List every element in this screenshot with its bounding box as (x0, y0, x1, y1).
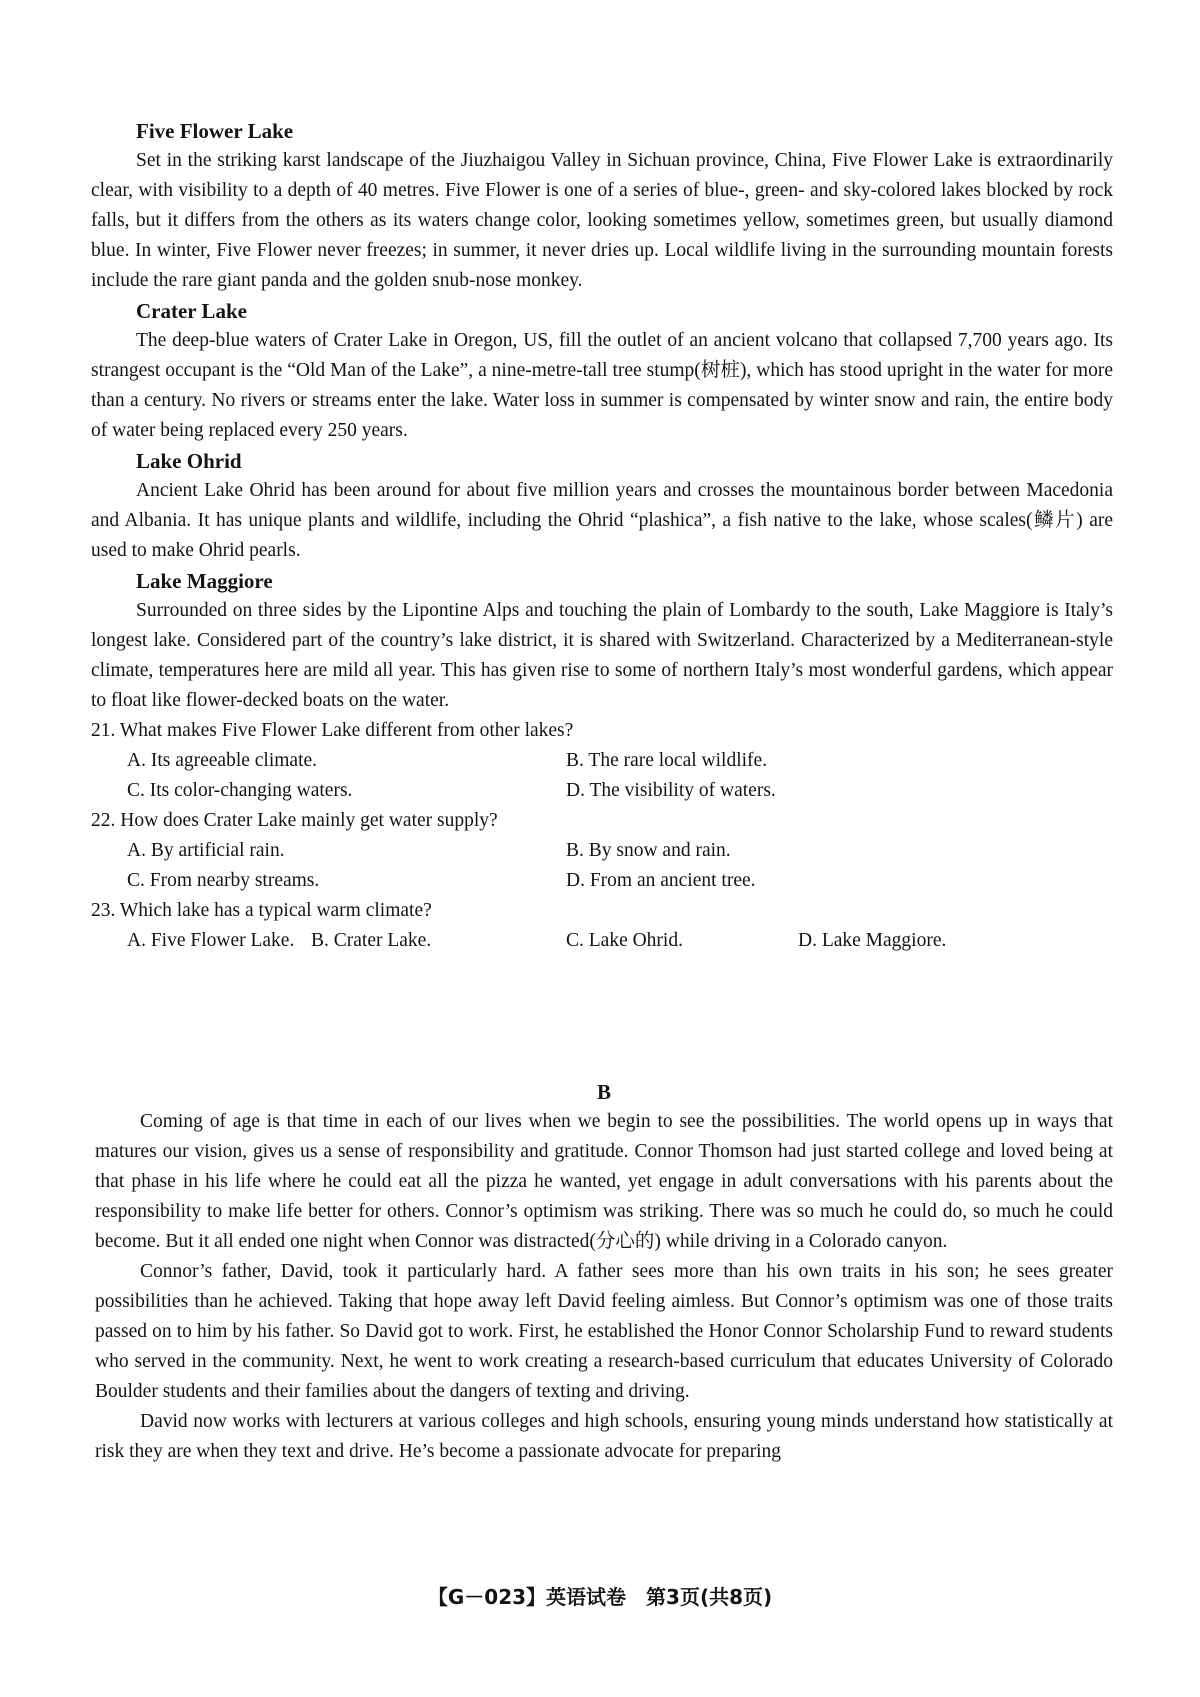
option-a: A. By artificial rain. (127, 840, 285, 861)
section-title: B (596, 1080, 611, 1104)
option-a: A. Its agreeable climate. (127, 750, 318, 771)
option-b: B. The rare local wildlife. (566, 750, 768, 771)
question-21 (91, 716, 1113, 806)
option-row (91, 746, 1113, 776)
question-stem: 23. Which lake has a typical warm climate? (91, 900, 432, 921)
question-23 (91, 896, 1113, 956)
option-row (91, 836, 1113, 866)
lake-paragraph: Ancient Lake Ohrid has been around for about five million years and crosses the mountainous border between Macedonia and Albania. It has unique plants and wildlife, including the Ohrid “plashica”, a fish native to the lake, whose scales(鳞片) are used to make Ohrid pearls. (91, 480, 1113, 561)
section-b (95, 1077, 1113, 1467)
page-footer: 【G－023】英语试卷 第3页(共8页) (427, 1585, 773, 1609)
passage-paragraph: David now works with lecturers at various colleges and high schools, ensuring young minds understand how statistically at risk they are when they text and drive. He’s become a passionate advocate for preparing (95, 1411, 1113, 1462)
question-stem: 21. What makes Five Flower Lake different from other lakes? (91, 720, 574, 741)
passage-paragraph: Connor’s father, David, took it particularly hard. A father sees more than his own traits in his son; he sees greater possibilities than he achieved. Taking that hope away left David feeling aimless. But Connor’s optimism was one of those traits passed on to him by his father. So David got to work. First, he established the Honor Connor Scholarship Fund to reward students who served in the community. Next, he went to work creating a research-based curriculum that educates University of Colorado Boulder students and their families about the dangers of texting and driving. (95, 1261, 1113, 1402)
option-row (91, 776, 1113, 806)
question-22 (91, 806, 1113, 896)
lake-heading: Crater Lake (136, 299, 247, 323)
option-row (91, 866, 1113, 896)
passage-paragraph: Coming of age is that time in each of our lives when we begin to see the possibilities. The world opens up in ways that matures our vision, gives us a sense of responsibility and gratitude. Connor Thomson had just started college and loved being at that phase in his life where he could eat all the pizza he wanted, yet engage in adult conversations with his parents about the responsibility to make life better for others. Connor’s optimism was striking. There was so much he could do, so much he could become. But it all ended one night when Connor was distracted(分心的) while driving in a Colorado canyon. (95, 1111, 1113, 1252)
option-d: D. From an ancient tree. (566, 870, 756, 891)
lake-heading: Five Flower Lake (136, 119, 294, 143)
lake-paragraph: Surrounded on three sides by the Lipontine Alps and touching the plain of Lombardy to the south, Lake Maggiore is Italy’s longest lake. Considered part of the country’s lake district, it is shared with Switzerland. Characterized by a Mediterranean-style climate, temperatures here are mild all year. This has given rise to some of northern Italy’s most wonderful gardens, which appear to float like flower-decked boats on the water. (91, 600, 1113, 711)
question-stem: 22. How does Crater Lake mainly get water supply? (91, 810, 498, 831)
option-row (91, 926, 1113, 956)
lake-paragraph: Set in the striking karst landscape of the Jiuzhaigou Valley in Sichuan province, China, Five Flower Lake is extraordinarily clear, with visibility to a depth of 40 metres. Five Flower is one of a series of blue-, green- and sky-colored lakes blocked by rock falls, but it differs from the others as its waters change color, looking sometimes yellow, sometimes green, but usually diamond blue. In winter, Five Flower never freezes; in summer, it never dries up. Local wildlife living in the surrounding mountain forests include the rare giant panda and the golden snub-nose monkey. (91, 150, 1113, 291)
lake-heading: Lake Ohrid (136, 449, 242, 473)
lake-paragraph: The deep-blue waters of Crater Lake in Oregon, US, fill the outlet of an ancient volcano that collapsed 7,700 years ago. Its strangest occupant is the “Old Man of the Lake”, a nine-metre-tall tree stump(树桩), which has stood upright in the water for more than a century. No rivers or streams enter the lake. Water loss in summer is compensated by winter snow and rain, the entire body of water being replaced every 250 years. (91, 330, 1113, 441)
option-c: C. From nearby streams. (127, 870, 320, 891)
option-c: C. Its color-changing waters. (127, 780, 353, 801)
option-c: C. Lake Ohrid. (566, 930, 683, 951)
option-a: A. Five Flower Lake. (127, 930, 295, 951)
section-a (91, 116, 1113, 956)
option-d: D. The visibility of waters. (566, 780, 776, 801)
option-d: D. Lake Maggiore. (798, 930, 947, 951)
option-b: B. By snow and rain. (566, 840, 731, 861)
option-b: B. Crater Lake. (311, 930, 432, 951)
lake-heading: Lake Maggiore (136, 569, 273, 593)
